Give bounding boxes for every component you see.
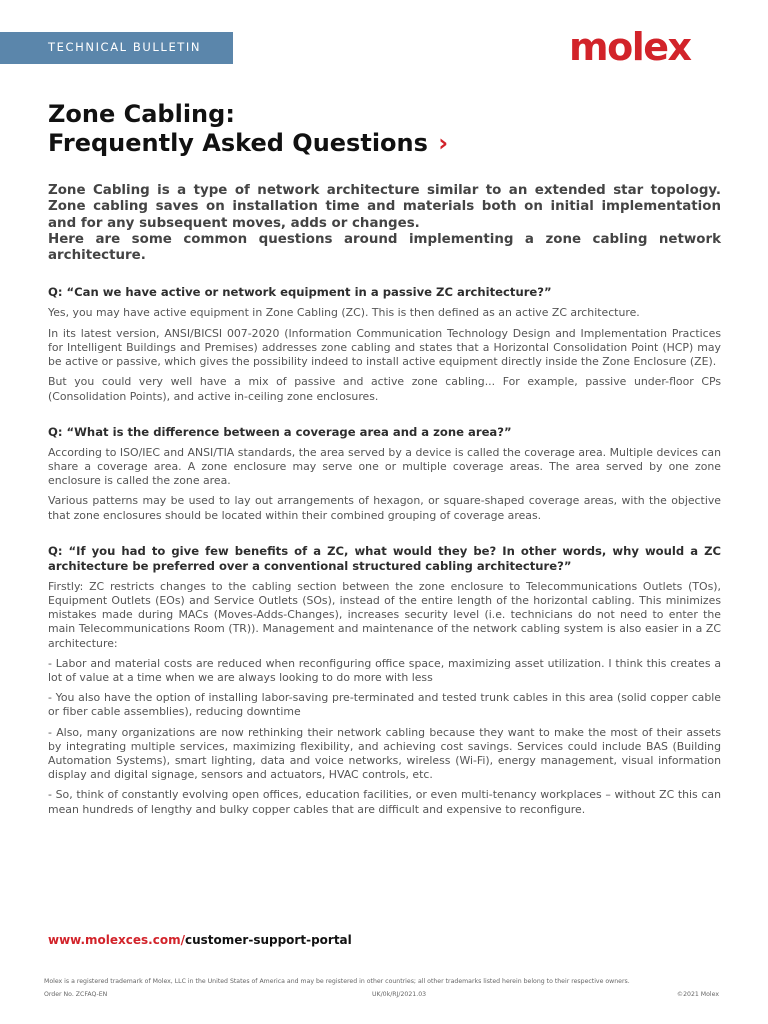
faq-answer-paragraph: Firstly: ZC restricts changes to the cabling section between the zone enclosure to Telecommunications Outlets (TOs), Equipment Outlets (EOs) and Service Outlets (SOs), instead of the entire length of the horizontal cabling. This minimizes mistakes made during MACs (Moves-Adds-Changes), increases security level (i.e. technicians do not need to enter the main Telecommunications Room (TR)). Management and maintenance of the network cabling system is also easier in a ZC architecture:	[48, 579, 721, 650]
faq-question: Q: “If you had to give few benefits of a ZC, what would they be? In other words, why would a ZC architecture be preferred over a conventional structured cabling architecture?”	[48, 543, 721, 573]
intro-paragraph: Here are some common questions around implementing a zone cabling network architecture.	[48, 231, 721, 264]
faq-answer-paragraph: Yes, you may have active equipment in Zone Cabling (ZC). This is then defined as an active ZC architecture.	[48, 306, 640, 320]
molex-logo: molex	[569, 25, 691, 69]
faq-answer-paragraph: - Labor and material costs are reduced when reconfiguring office space, maximizing asset utilization. I think this creates a lot of value at a time when we are always looking to do more with less	[48, 656, 721, 684]
chevron-right-icon: ›	[438, 129, 449, 157]
faq-answer-paragraph: - Also, many organizations are now rethinking their network cabling because they want to make the most of their assets by integrating multiple services, maximizing flexibility, and achieving cost savings. Services could include BAS (Building Automation Systems), smart lighting, data and voice networks, wireless (Wi-Fi), energy management, visual information display and digital signage, sensors and actuators, HVAC controls, etc.	[48, 725, 721, 782]
link-path[interactable]: customer-support-portal	[185, 933, 352, 947]
faq-content	[48, 183, 721, 823]
faq-answer-paragraph: In its latest version, ANSI/BICSI 007-2020 (Information Communication Technology Design and Implementation Practices for Intelligent Buildings and Premises) addresses zone cabling and states that a Horizontal Consolidation Point (HCP) may be active or passive, which gives the possibility indeed to install active equipment directly inside the Zone Enclosure (ZE).	[48, 326, 721, 369]
order-number: Order No. ZCFAQ-EN	[44, 991, 108, 998]
faq-answer-paragraph: - You also have the option of installing labor-saving pre-terminated and tested trunk cables in this area (solid copper cable or fiber cable assemblies), reducing downtime	[48, 691, 721, 719]
title-line-2: Frequently Asked Questions	[48, 129, 428, 157]
faq-answer-paragraph: Various patterns may be used to lay out arrangements of hexagon, or square-shaped coverage areas, with the objective that zone enclosures should be located within their combined grouping of coverage areas.	[48, 494, 721, 522]
faq-question: Q: “Can we have active or network equipment in a passive ZC architecture?”	[48, 285, 552, 300]
document-type-banner	[0, 32, 233, 64]
faq-answer-paragraph: - So, think of constantly evolving open offices, education facilities, or even multi-tenancy workplaces – without ZC this can mean hundreds of lengthy and bulky copper cables that are difficult and expensive to reconfigure.	[48, 788, 721, 816]
faq-question: Q: “What is the difference between a coverage area and a zone area?”	[48, 424, 512, 439]
document-code: UK/0k/RJ/2021.03	[372, 991, 427, 998]
trademark-notice: Molex is a registered trademark of Molex, LLC in the United States of America and may be registered in other countries; all other trademarks listed herein belong to their respective owners.	[44, 978, 630, 985]
intro-block	[48, 183, 721, 264]
faq-answer-paragraph: According to ISO/IEC and ANSI/TIA standards, the area served by a device is called the coverage area. Multiple devices can share a coverage area. A zone enclosure may serve one or multiple coverage areas. The area served by one zone enclosure is called the zone area.	[48, 445, 721, 488]
copyright: ©2021 Molex	[676, 991, 719, 998]
intro-paragraph: Zone Cabling is a type of network architecture similar to an extended star topology. Zone cabling saves on installation time and materials both on initial implementation and for any subsequent moves, adds or changes.	[48, 183, 721, 231]
support-portal-link[interactable]	[48, 933, 352, 947]
page-title	[48, 100, 448, 158]
banner-label: TECHNICAL BULLETIN	[48, 40, 202, 54]
link-domain[interactable]: www.molexces.com/	[48, 933, 185, 947]
title-line-1: Zone Cabling:	[48, 100, 235, 128]
faq-answer-paragraph: But you could very well have a mix of passive and active zone cabling... For example, passive under-floor CPs (Consolidation Points), and active in-ceiling zone enclosures.	[48, 375, 721, 403]
